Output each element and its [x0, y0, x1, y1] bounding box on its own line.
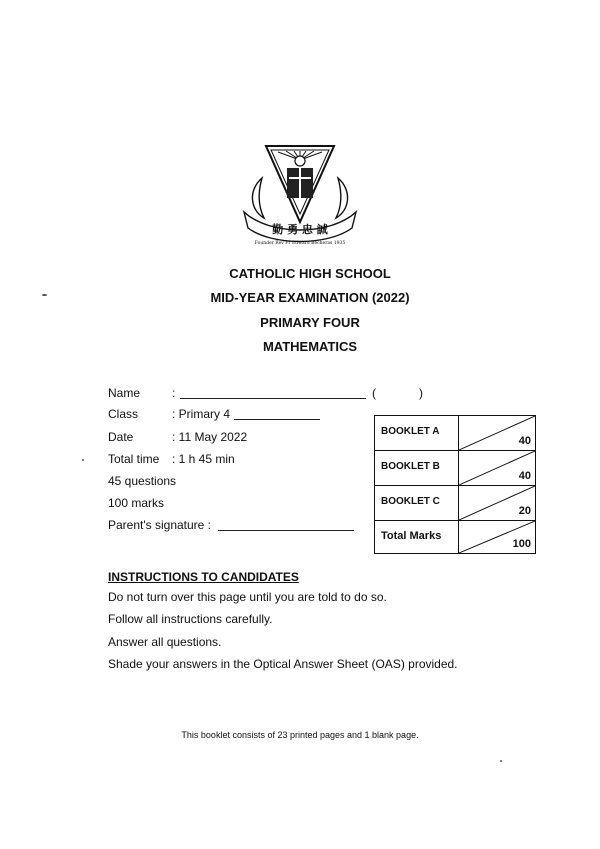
marks-row	[375, 521, 536, 554]
name-open-paren: (	[372, 386, 376, 400]
score-box[interactable]	[459, 451, 536, 486]
booklet-name: BOOKLET C	[375, 486, 459, 521]
crest-motto: 勤 勇 忠 誠	[272, 223, 328, 236]
marks-total: 100 marks	[108, 496, 165, 510]
score-box[interactable]	[459, 486, 536, 521]
subject-title: MATHEMATICS	[262, 339, 358, 354]
score-box[interactable]	[459, 521, 536, 554]
date-label: Date	[108, 430, 134, 444]
time-value: : 1 h 45 min	[172, 452, 235, 466]
booklet-name: BOOKLET B	[375, 451, 459, 486]
score-box[interactable]	[459, 416, 536, 451]
instruction-item: Answer all questions.	[108, 635, 222, 649]
scan-speck	[82, 459, 84, 461]
signature-field[interactable]	[218, 518, 354, 531]
signature-label: Parent's signature :	[108, 518, 212, 532]
school-crest-logo	[240, 140, 360, 248]
max-marks: 20	[518, 505, 531, 517]
marks-row	[375, 486, 536, 521]
school-name: CATHOLIC HIGH SCHOOL	[229, 266, 391, 281]
marks-row	[375, 416, 536, 451]
scan-speck	[42, 294, 47, 296]
max-marks: 40	[518, 470, 531, 482]
level-title: PRIMARY FOUR	[260, 315, 360, 330]
time-label: Total time	[108, 452, 160, 466]
instruction-item: Do not turn over this page until you are told to do so.	[108, 590, 387, 604]
name-close-paren: )	[419, 386, 423, 400]
page-count-note: This booklet consists of 23 printed pages and 1 blank page.	[181, 730, 419, 740]
marks-row	[375, 451, 536, 486]
marks-table	[374, 415, 536, 554]
scan-speck	[500, 760, 502, 762]
booklet-name: BOOKLET A	[375, 416, 459, 451]
max-marks: 100	[512, 538, 531, 550]
name-label: Name	[108, 386, 141, 400]
instruction-item: Follow all instructions carefully.	[108, 612, 273, 626]
max-marks: 40	[518, 435, 531, 447]
name-separator: :	[172, 386, 176, 400]
instructions-heading: INSTRUCTIONS TO CANDIDATES	[108, 570, 299, 584]
booklet-name: Total Marks	[375, 521, 459, 554]
class-field[interactable]	[234, 407, 320, 420]
exam-title: MID-YEAR EXAMINATION (2022)	[210, 290, 410, 305]
questions-count: 45 questions	[108, 474, 177, 488]
name-field[interactable]	[180, 386, 366, 399]
instruction-item: Shade your answers in the Optical Answer Sheet (OAS) provided.	[108, 657, 458, 671]
class-label: Class	[108, 407, 139, 421]
date-value: : 11 May 2022	[172, 430, 248, 444]
class-value: : Primary 4	[172, 407, 231, 421]
crest-founder-text: Founder Rev Fr Edward Becheras 1935	[254, 241, 346, 246]
